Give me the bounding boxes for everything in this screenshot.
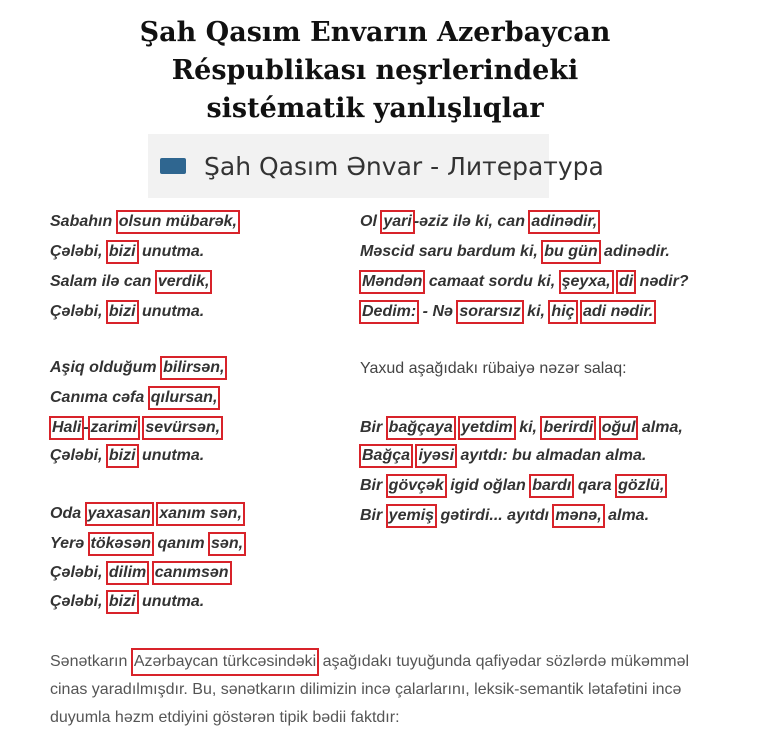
highlighted-word: olsun mübarək, [116, 210, 240, 234]
highlighted-word: şeyxa, [559, 270, 614, 294]
poem-line [50, 532, 245, 556]
poem-line [50, 590, 204, 614]
poem-text: aşağıdakı tuyuğunda qafiyədar sözlərdə mükəmməl cinas yaradılmışdır. Bu, sənətkarın dilimizin incə çalarlarını, leksik-semantik lətafətini incə duyumla həzm etdiyini göstərən tipik bədii faktdır: [50, 653, 690, 726]
poem-line [360, 416, 683, 440]
poem-text: Məscid saru bardum ki, [360, 243, 543, 260]
highlighted-word: yaxasan [85, 502, 154, 526]
poem-text: camaat sordu ki, [424, 273, 560, 290]
highlighted-word: bizi [106, 300, 139, 324]
highlighted-word: Hali [49, 416, 84, 440]
poem-text: gətirdi... ayıtdı [436, 507, 554, 524]
highlighted-word: iyəsi [415, 444, 457, 468]
title-line-3: sistématik yanlışlıqlar [206, 93, 544, 124]
poem-text: igid oğlan [445, 477, 531, 494]
poem-line [50, 356, 226, 380]
highlighted-word: sən, [208, 532, 246, 556]
poem-line [360, 210, 599, 234]
highlighted-word: bağçaya [386, 416, 456, 440]
highlighted-word: adinədir, [528, 210, 600, 234]
highlighted-word: yemiş [386, 504, 437, 528]
poem-text: Salam ilə can [50, 273, 156, 290]
poem-text: unutma. [137, 593, 205, 610]
highlighted-word: Məndən [359, 270, 425, 294]
poem-text: unutma. [137, 447, 205, 464]
highlighted-word: bizi [106, 240, 139, 264]
title-line-2: Réspublikası neşrlerindeki [171, 55, 579, 86]
poem-text: Çələbi, [50, 564, 107, 581]
poem-text: alma. [603, 507, 650, 524]
poem-line [50, 444, 204, 468]
poem-line [360, 270, 689, 294]
poem-text: ki, [522, 303, 550, 320]
poem-text: Aşiq olduğum [50, 359, 162, 376]
poem-line [50, 502, 244, 526]
title-line-1: Şah Qasım Envarın Azerbaycan [139, 17, 611, 48]
highlighted-word: xanım sən, [156, 502, 245, 526]
highlighted-word: yari [380, 210, 414, 234]
poem-line [360, 474, 666, 498]
poem-text: qanım [153, 535, 210, 552]
highlighted-word: gözlü, [615, 474, 667, 498]
site-logo-icon [160, 158, 186, 174]
poem-line [50, 210, 239, 234]
highlighted-word: berirdi [540, 416, 596, 440]
highlighted-word: bardı [529, 474, 574, 498]
banner-text: Şah Qasım Ənvar - Литература [204, 152, 604, 181]
poem-text: Çələbi, [50, 447, 107, 464]
poem-text: unutma. [137, 303, 205, 320]
poem-text: Sənətkarın [50, 653, 132, 670]
highlighted-word: bizi [106, 590, 139, 614]
poem-text: -əziz ilə ki, can [413, 213, 530, 230]
highlighted-word: di [616, 270, 636, 294]
poem-line [360, 300, 655, 324]
poem-text: ayıtdı: bu almadan alma. [456, 447, 647, 464]
poem-text: Bir [360, 477, 387, 494]
poem-text: adinədir. [599, 243, 670, 260]
poem-text: Canıma cəfa [50, 389, 149, 406]
poem-text: - [83, 419, 89, 436]
highlighted-word: oğul [599, 416, 639, 440]
poem-line [50, 300, 204, 324]
body-paragraph [50, 648, 730, 732]
highlighted-word: hiç [548, 300, 577, 324]
poem-text: ki, [514, 419, 542, 436]
poem-text: Sabahın [50, 213, 117, 230]
highlighted-word: qılursan, [148, 386, 221, 410]
highlighted-word: tökəsən [88, 532, 154, 556]
highlighted-word: verdik, [155, 270, 213, 294]
poem-line [360, 240, 670, 264]
highlighted-word: sorarsız [456, 300, 523, 324]
article-title [70, 14, 680, 128]
poem-line [50, 416, 222, 440]
highlighted-word: zarimi [88, 416, 140, 440]
source-banner[interactable] [148, 134, 604, 198]
highlighted-word: Dedim: [359, 300, 419, 324]
highlighted-word: bu gün [541, 240, 600, 264]
poem-text: Ol [360, 213, 382, 230]
poem-text: Bir [360, 419, 387, 436]
poem-text: - Nə [418, 303, 458, 320]
highlighted-word: Bağça [359, 444, 413, 468]
highlighted-word: mənə, [552, 504, 604, 528]
poem-text: Yerə [50, 535, 89, 552]
poem-text: alma, [637, 419, 683, 436]
poem-text: qara [573, 477, 617, 494]
poem-text: Çələbi, [50, 303, 107, 320]
poem-line [50, 270, 211, 294]
poem-text: nədir? [635, 273, 689, 290]
highlighted-word: bilirsən, [160, 356, 227, 380]
highlighted-word: adi nədir. [580, 300, 656, 324]
poem-line [360, 444, 646, 468]
poem-line [50, 240, 204, 264]
poem-line [50, 386, 219, 410]
highlighted-word: canımsən [152, 561, 232, 585]
poem-text: unutma. [137, 243, 205, 260]
highlighted-word: gövçək [386, 474, 447, 498]
highlighted-word: bizi [106, 444, 139, 468]
right-intro-text: Yaxud aşağıdakı rübaiyə nəzər salaq: [360, 360, 627, 377]
highlighted-word: Azərbaycan türkcəsindəki [131, 648, 319, 676]
highlighted-word: dilim [106, 561, 149, 585]
poem-text: Oda [50, 505, 86, 522]
poem-text: Bir [360, 507, 387, 524]
highlighted-word: yetdim [458, 416, 516, 440]
poem-line [360, 504, 649, 528]
poem-line [50, 561, 231, 585]
highlighted-word: sevürsən, [142, 416, 223, 440]
poem-text: Çələbi, [50, 243, 107, 260]
poem-text: Çələbi, [50, 593, 107, 610]
